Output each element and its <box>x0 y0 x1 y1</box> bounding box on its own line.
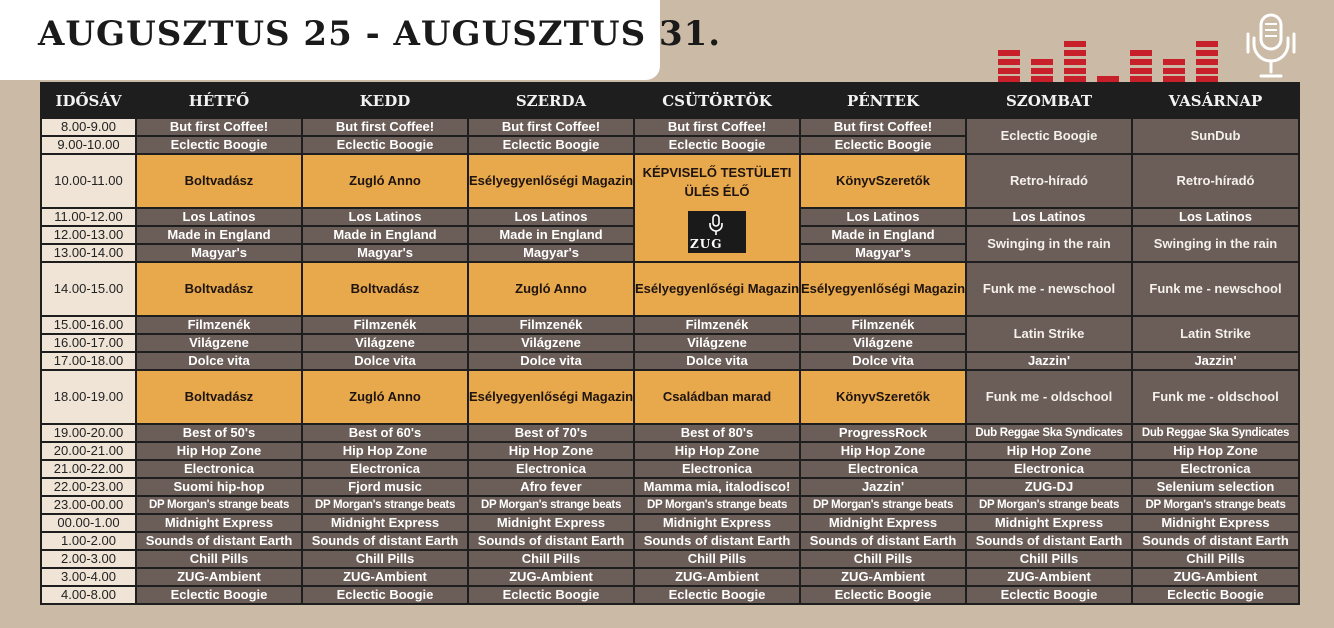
program-cell: DP Morgan's strange beats <box>801 497 965 513</box>
time-slot: 19.00-20.00 <box>42 425 135 441</box>
program-cell: Made in England <box>801 227 965 243</box>
program-cell: Eclectic Boogie <box>635 587 799 603</box>
time-slot: 10.00-11.00 <box>42 155 135 207</box>
program-cell: Los Latinos <box>137 209 301 225</box>
program-cell: Eclectic Boogie <box>469 137 633 153</box>
program-cell: Sounds of distant Earth <box>801 533 965 549</box>
column-header-thursday: CSÜTÖRTÖK <box>635 84 799 117</box>
program-cell: Családban marad <box>635 371 799 423</box>
program-cell: Jazzin' <box>801 479 965 495</box>
page-title: AUGUSZTUS 25 - AUGUSZTUS 31. <box>38 14 722 54</box>
table-row <box>42 515 1298 531</box>
program-cell: Funk me - newschool <box>1133 263 1298 315</box>
time-slot: 4.00-8.00 <box>42 587 135 603</box>
program-cell: Swinging in the rain <box>967 227 1131 261</box>
program-cell: KönyvSzeretők <box>801 371 965 423</box>
program-cell: Magyar's <box>801 245 965 261</box>
program-cell: Sounds of distant Earth <box>1133 533 1298 549</box>
program-cell: Eclectic Boogie <box>303 587 467 603</box>
program-cell: Dub Reggae Ska Syndicates <box>967 425 1131 441</box>
time-slot: 18.00-19.00 <box>42 371 135 423</box>
program-cell: Latin Strike <box>967 317 1131 351</box>
table-row <box>42 155 1298 207</box>
time-slot: 13.00-14.00 <box>42 245 135 261</box>
program-cell: Világzene <box>801 335 965 351</box>
program-cell: ZUG-DJ <box>967 479 1131 495</box>
program-cell: Esélyegyenlőségi Magazin <box>801 263 965 315</box>
program-cell: Best of 50's <box>137 425 301 441</box>
table-row <box>42 461 1298 477</box>
program-cell: ZUG-Ambient <box>137 569 301 585</box>
column-header-saturday: SZOMBAT <box>967 84 1131 117</box>
program-cell: Dolce vita <box>303 353 467 369</box>
program-cell: Eclectic Boogie <box>303 137 467 153</box>
program-cell: Hip Hop Zone <box>635 443 799 459</box>
program-cell: But first Coffee! <box>635 119 799 135</box>
table-row <box>42 533 1298 549</box>
program-cell: But first Coffee! <box>303 119 467 135</box>
program-cell: Hip Hop Zone <box>303 443 467 459</box>
program-cell: Midnight Express <box>967 515 1131 531</box>
zug-logo <box>688 211 746 253</box>
program-cell: Funk me - oldschool <box>967 371 1131 423</box>
table-row <box>42 569 1298 585</box>
council-live-label: KÉPVISELŐ TESTÜLETI ÜLÉS ÉLŐ <box>642 165 792 199</box>
program-cell: DP Morgan's strange beats <box>137 497 301 513</box>
program-cell: Chill Pills <box>469 551 633 567</box>
program-cell: Fjord music <box>303 479 467 495</box>
logo-text: ZUG <box>690 237 723 251</box>
program-cell: Dolce vita <box>635 353 799 369</box>
schedule-table <box>40 82 1300 605</box>
program-cell: Funk me - oldschool <box>1133 371 1298 423</box>
program-cell: But first Coffee! <box>469 119 633 135</box>
microphone-icon <box>1246 12 1296 82</box>
table-row <box>42 353 1298 369</box>
program-cell: Boltvadász <box>137 155 301 207</box>
program-cell: Los Latinos <box>967 209 1131 225</box>
time-slot: 14.00-15.00 <box>42 263 135 315</box>
table-row <box>42 317 1298 333</box>
program-cell: Best of 70's <box>469 425 633 441</box>
time-slot: 23.00-00.00 <box>42 497 135 513</box>
program-cell: Zugló Anno <box>303 371 467 423</box>
program-cell: Világzene <box>469 335 633 351</box>
time-slot: 11.00-12.00 <box>42 209 135 225</box>
program-cell: Boltvadász <box>137 371 301 423</box>
table-row <box>42 497 1298 513</box>
program-cell: Filmzenék <box>635 317 799 333</box>
header-row <box>42 84 1298 117</box>
time-slot: 20.00-21.00 <box>42 443 135 459</box>
program-cell: Midnight Express <box>1133 515 1298 531</box>
program-cell: Eclectic Boogie <box>1133 587 1298 603</box>
program-cell: Midnight Express <box>303 515 467 531</box>
time-slot: 16.00-17.00 <box>42 335 135 351</box>
program-cell: Eclectic Boogie <box>137 587 301 603</box>
program-cell: Midnight Express <box>137 515 301 531</box>
program-cell: Filmzenék <box>137 317 301 333</box>
program-cell: But first Coffee! <box>137 119 301 135</box>
program-cell: Magyar's <box>469 245 633 261</box>
program-cell: DP Morgan's strange beats <box>1133 497 1298 513</box>
title-banner <box>0 0 722 80</box>
program-cell: Magyar's <box>303 245 467 261</box>
time-slot: 22.00-23.00 <box>42 479 135 495</box>
program-cell: Hip Hop Zone <box>801 443 965 459</box>
program-cell: Retro-híradó <box>1133 155 1298 207</box>
program-cell: Chill Pills <box>967 551 1131 567</box>
table-row <box>42 371 1298 423</box>
table-row <box>42 479 1298 495</box>
program-cell: Made in England <box>469 227 633 243</box>
program-cell: Dolce vita <box>469 353 633 369</box>
program-cell: Esélyegyenlőségi Magazin <box>635 263 799 315</box>
program-cell: Best of 60's <box>303 425 467 441</box>
program-cell: Electronica <box>801 461 965 477</box>
table-row <box>42 263 1298 315</box>
program-cell: Sounds of distant Earth <box>303 533 467 549</box>
program-cell: Hip Hop Zone <box>1133 443 1298 459</box>
program-cell: Selenium selection <box>1133 479 1298 495</box>
column-header-tuesday: KEDD <box>303 84 467 117</box>
time-slot: 12.00-13.00 <box>42 227 135 243</box>
program-cell: ZUG-Ambient <box>303 569 467 585</box>
program-cell: Chill Pills <box>1133 551 1298 567</box>
program-cell: Boltvadász <box>303 263 467 315</box>
program-cell: Eclectic Boogie <box>801 137 965 153</box>
program-cell: Suomi hip-hop <box>137 479 301 495</box>
time-slot: 9.00-10.00 <box>42 137 135 153</box>
program-cell: DP Morgan's strange beats <box>967 497 1131 513</box>
program-cell: ZUG-Ambient <box>801 569 965 585</box>
program-cell: Hip Hop Zone <box>967 443 1131 459</box>
program-cell: Eclectic Boogie <box>635 137 799 153</box>
program-cell: KönyvSzeretők <box>801 155 965 207</box>
column-header-monday: HÉTFŐ <box>137 84 301 117</box>
table-row <box>42 551 1298 567</box>
program-cell: Magyar's <box>137 245 301 261</box>
time-slot: 8.00-9.00 <box>42 119 135 135</box>
program-cell: Midnight Express <box>469 515 633 531</box>
program-cell: Funk me - newschool <box>967 263 1131 315</box>
program-cell: Midnight Express <box>635 515 799 531</box>
program-cell: Chill Pills <box>303 551 467 567</box>
program-cell: Los Latinos <box>303 209 467 225</box>
program-cell: Jazzin' <box>967 353 1131 369</box>
program-cell: Dub Reggae Ska Syndicates <box>1133 425 1298 441</box>
program-cell: Electronica <box>1133 461 1298 477</box>
program-cell: Filmzenék <box>469 317 633 333</box>
program-cell: Afro fever <box>469 479 633 495</box>
program-cell: ZUG-Ambient <box>635 569 799 585</box>
program-cell: Eclectic Boogie <box>469 587 633 603</box>
program-cell: DP Morgan's strange beats <box>469 497 633 513</box>
program-cell: Hip Hop Zone <box>137 443 301 459</box>
program-cell: Electronica <box>469 461 633 477</box>
time-slot: 1.00-2.00 <box>42 533 135 549</box>
program-cell: Sounds of distant Earth <box>635 533 799 549</box>
program-cell: Sounds of distant Earth <box>137 533 301 549</box>
column-header-sunday: VASÁRNAP <box>1133 84 1298 117</box>
table-row <box>42 443 1298 459</box>
program-cell: Chill Pills <box>137 551 301 567</box>
program-cell: DP Morgan's strange beats <box>635 497 799 513</box>
program-cell: Best of 80's <box>635 425 799 441</box>
microphone-icon <box>708 214 724 236</box>
program-cell: Eclectic Boogie <box>801 587 965 603</box>
program-cell: Retro-híradó <box>967 155 1131 207</box>
table-row <box>42 587 1298 603</box>
program-cell: Sounds of distant Earth <box>967 533 1131 549</box>
time-slot: 3.00-4.00 <box>42 569 135 585</box>
program-cell: Világzene <box>635 335 799 351</box>
program-cell: Chill Pills <box>801 551 965 567</box>
program-cell: ZUG-Ambient <box>967 569 1131 585</box>
program-cell: Mamma mia, italodisco! <box>635 479 799 495</box>
program-cell: Electronica <box>303 461 467 477</box>
column-header-timeslot: IDŐSÁV <box>42 84 135 117</box>
program-cell: Világzene <box>137 335 301 351</box>
program-cell: Világzene <box>303 335 467 351</box>
program-cell: Boltvadász <box>137 263 301 315</box>
program-cell: Latin Strike <box>1133 317 1298 351</box>
program-cell: But first Coffee! <box>801 119 965 135</box>
program-cell: Hip Hop Zone <box>469 443 633 459</box>
program-cell: Electronica <box>635 461 799 477</box>
program-cell: Electronica <box>967 461 1131 477</box>
program-cell: Swinging in the rain <box>1133 227 1298 261</box>
program-cell: Eclectic Boogie <box>137 137 301 153</box>
program-cell: Midnight Express <box>801 515 965 531</box>
program-cell: Filmzenék <box>801 317 965 333</box>
program-cell: Sounds of distant Earth <box>469 533 633 549</box>
program-cell: ProgressRock <box>801 425 965 441</box>
program-cell: Los Latinos <box>469 209 633 225</box>
program-cell: Los Latinos <box>1133 209 1298 225</box>
column-header-wednesday: SZERDA <box>469 84 633 117</box>
time-slot: 00.00-1.00 <box>42 515 135 531</box>
council-live-cell <box>635 155 799 261</box>
time-slot: 21.00-22.00 <box>42 461 135 477</box>
program-cell: Chill Pills <box>635 551 799 567</box>
program-cell: Los Latinos <box>801 209 965 225</box>
program-cell: Made in England <box>137 227 301 243</box>
program-cell: Zugló Anno <box>303 155 467 207</box>
time-slot: 2.00-3.00 <box>42 551 135 567</box>
program-cell: Jazzin' <box>1133 353 1298 369</box>
time-slot: 15.00-16.00 <box>42 317 135 333</box>
time-slot: 17.00-18.00 <box>42 353 135 369</box>
column-header-friday: PÉNTEK <box>801 84 965 117</box>
equalizer-bars-icon <box>998 40 1218 82</box>
program-cell: Esélyegyenlőségi Magazin <box>469 371 633 423</box>
table-row <box>42 119 1298 135</box>
program-cell: ZUG-Ambient <box>469 569 633 585</box>
program-cell: Electronica <box>137 461 301 477</box>
program-cell: Dolce vita <box>801 353 965 369</box>
program-cell: Filmzenék <box>303 317 467 333</box>
program-cell: ZUG-Ambient <box>1133 569 1298 585</box>
program-cell: Dolce vita <box>137 353 301 369</box>
program-cell: Zugló Anno <box>469 263 633 315</box>
program-cell: Eclectic Boogie <box>967 587 1131 603</box>
program-cell: DP Morgan's strange beats <box>303 497 467 513</box>
table-row <box>42 425 1298 441</box>
program-cell: Esélyegyenlőségi Magazin <box>469 155 633 207</box>
program-cell: Eclectic Boogie <box>967 119 1131 153</box>
program-cell: Made in England <box>303 227 467 243</box>
program-cell: SunDub <box>1133 119 1298 153</box>
